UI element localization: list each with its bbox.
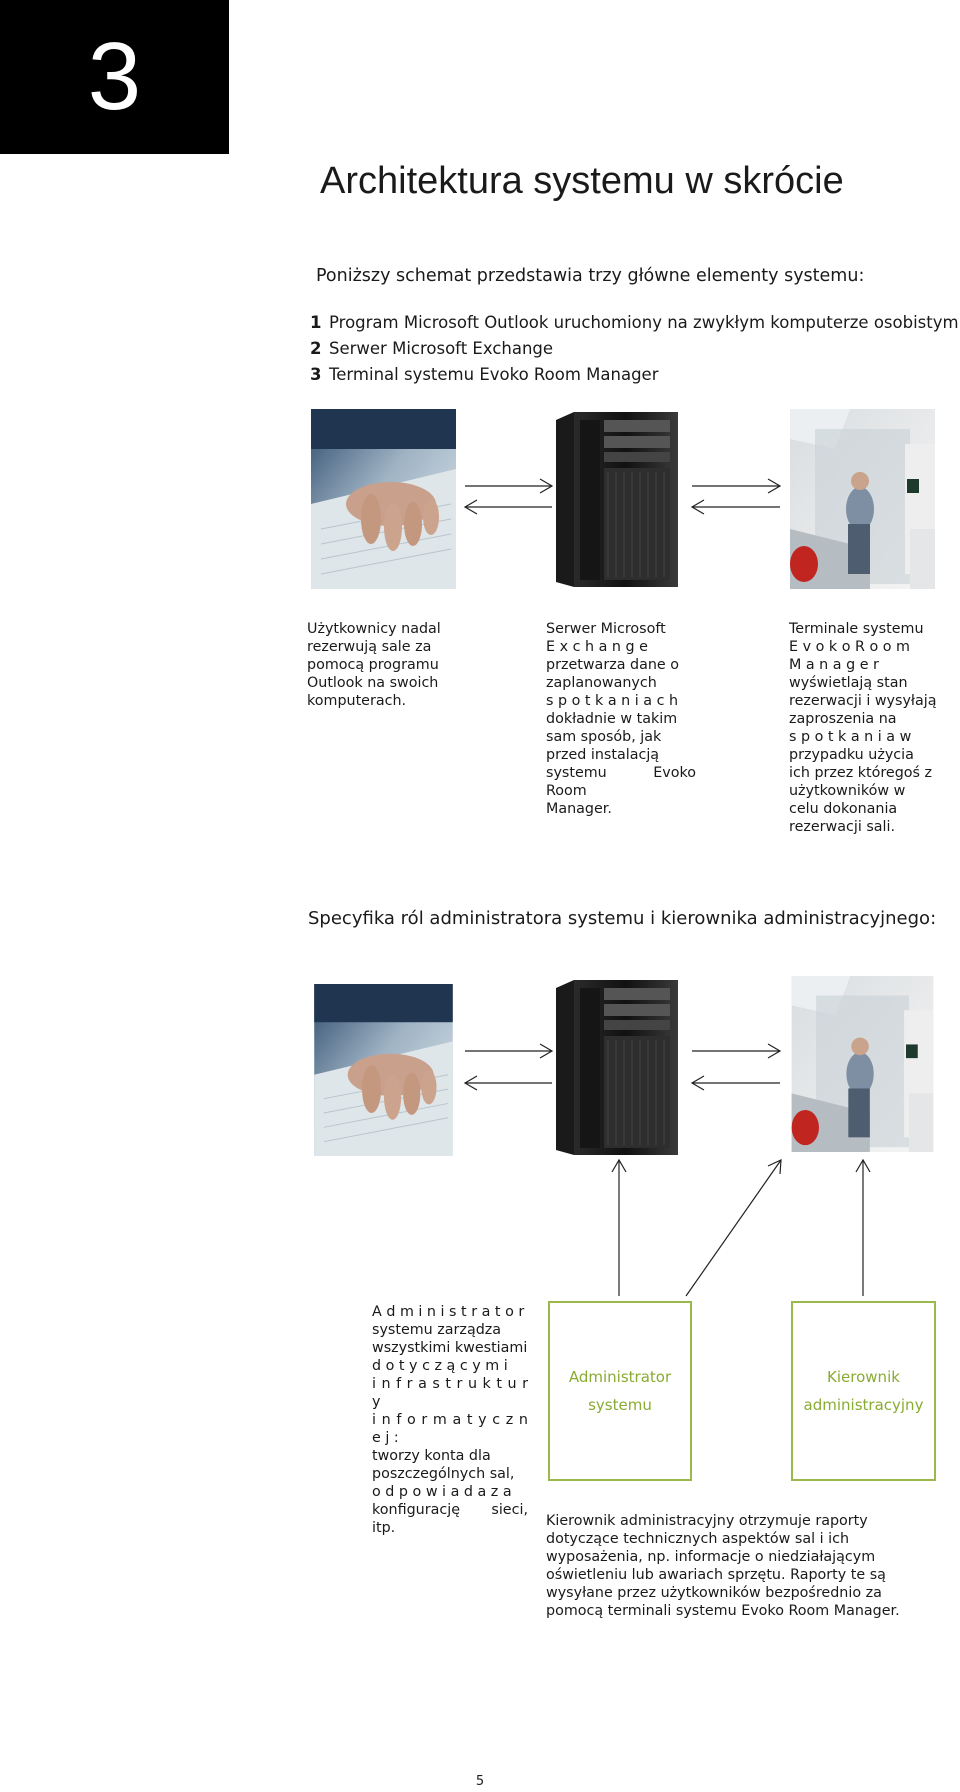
users-description: Użytkownicy nadal rezerwują sale za pomocą programu Outlook na swoich komputerach. [307,621,441,709]
chapter-number: 3 [87,23,142,130]
list-item: 1 Program Microsoft Outlook uruchomiony na zwykłym komputerze osobistym [310,313,959,332]
intro-text: Poniższy schemat przedstawia trzy główne elementy systemu: [316,266,865,286]
arrow-diagonal [686,1160,781,1296]
section-title-roles: Specyfika ról administratora systemu i kierownika administracyjnego: [308,908,937,929]
list-item: 2 Serwer Microsoft Exchange [310,339,554,358]
admin-description: A d m i n i s t r a t o r systemu zarządza wszystkimi kwestiami d o t y c z ą c y m i i n f r a s t r u k t u r y i n f o r m a t y c z n e j : tworzy konta dla poszczególnych sal, o d p o w i a d a z a konfigurację sieci, itp. [372,1304,528,1536]
role-box-admin: Administrator systemu [548,1301,692,1481]
terminals-description: Terminale systemu E v o k o R o o m M a n a g e r wyświetlają stan rezerwacji i wysyłają zaproszenia na s p o t k a n i a w przypadku użycia ich przez któregoś z użytkowników w celu dokonania rezerwacji sali. [789,621,937,835]
page-title: Architektura systemu w skrócie [320,160,844,202]
manager-description: Kierownik administracyjny otrzymuje raporty dotyczące technicznych aspektów sal i ich wyposażenia, np. informacje o niedziałającym oświetleniu lub awariach sprzętu. Raporty te są wysyłane przez użytkowników bezpośrednio za pomocą terminali systemu Evoko Room Manager. [546,1513,900,1619]
role-box-manager: Kierownik administracyjny [791,1301,936,1481]
page-number: 5 [475,1774,485,1789]
server-description: Serwer Microsoft E x c h a n g e przetwarza dane o zaplanowanych s p o t k a n i a c h dokładnie w takim sam sposób, jak przed instalacją systemu Evoko Room Manager. [546,621,696,817]
list-item: 3 Terminal systemu Evoko Room Manager [310,365,659,384]
